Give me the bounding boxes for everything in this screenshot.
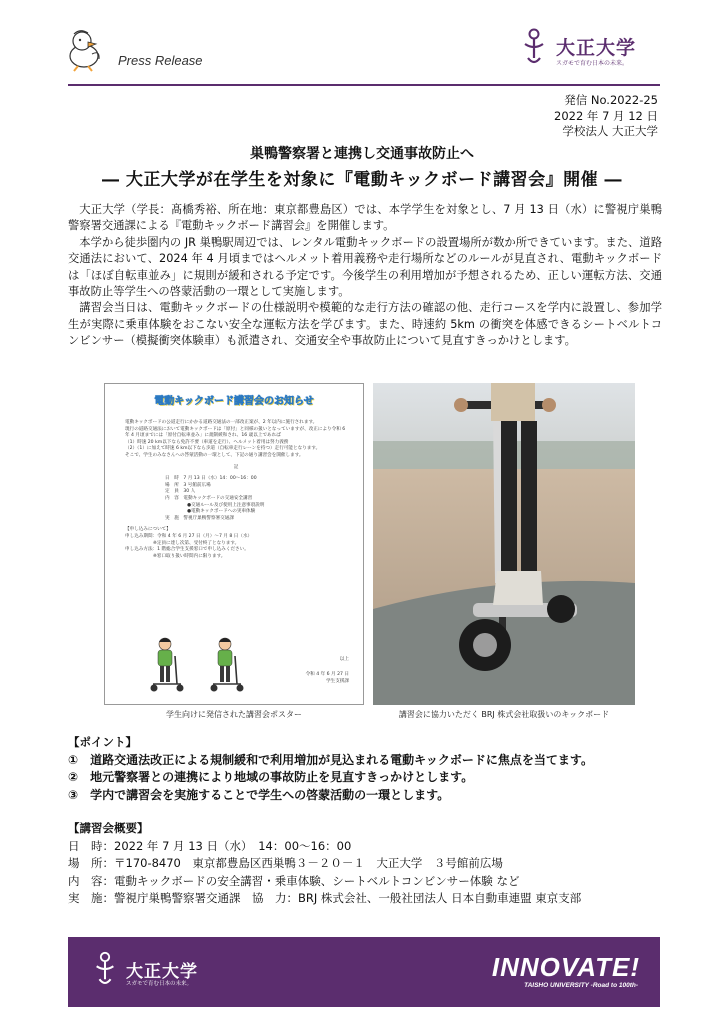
body-paragraph-2: 本学から徒歩圏内の JR 巣鴨駅周辺では、レンタル電動キックボードの設置場所が数か所できています。また、道路交通法において、2024 年 4 月頃まではヘルメット着用義務や走行場所などのルールが見直され、電動キックボードは「ほぼ自転車並み」に規則が緩和される予定です。今後学生の利用増加が予想されるため、正しい運転方法、交通事故防止等学生への啓蒙活動の一環として実施します。 bbox=[68, 235, 662, 299]
page-header bbox=[0, 0, 724, 90]
poster-line: 現行の道路交通法において電動キックボードは「原付」と同様の扱いとなっていますが、改正により令和 6 年 4 月頃までには「原付自転車並み」に規制緩和され、16 歳以上であれば bbox=[125, 426, 346, 439]
press-release-label: Press Release bbox=[118, 53, 203, 68]
overview-heading: 【講習会概要】 bbox=[68, 821, 149, 835]
poster-title: 電動キックボード講習会のお知らせ bbox=[154, 396, 314, 407]
body-paragraph-3: 講習会当日は、電動キックボードの仕様説明や模範的な走行方法の確認の他、走行コースを学内に設置し、参加学生が実際に乗車体験をおこない安全な運転方法を学びます。また、時速約 5km の衝突を体感できるシートベルトコンビンサー（模擬衝突体験車）も派遣され、交通安全や事故防止について見直すきっかけとします。 bbox=[68, 301, 662, 348]
poster-detail: 場 所 3 号館前広場 bbox=[165, 482, 211, 488]
key-points bbox=[68, 734, 668, 804]
overview-row: 実 施：警視庁巣鴨警察署交通課 協 力：BRJ 株式会社、一般社団法人 日本自動車連盟 東京支部 bbox=[68, 891, 582, 906]
poster-detail: 実 施 警視庁巣鴨警察署交通課 bbox=[165, 515, 234, 521]
poster-detail: ●電動キックボードへの実車体験 bbox=[187, 509, 256, 515]
release-date: 2022 年 7 月 12 日 bbox=[554, 108, 658, 123]
poster-detail: 内 容 電動キックボードの交通安全講習 bbox=[165, 495, 253, 501]
body-text bbox=[68, 202, 662, 350]
poster-apply: ※窓口取り扱い時間内に限ります。 bbox=[153, 553, 226, 559]
overview-row: 日 時：2022 年 7 月 13 日（水） 14：00～16：00 bbox=[68, 838, 352, 853]
innovate-logo: INNOVATE! bbox=[491, 952, 640, 982]
event-poster bbox=[104, 383, 364, 705]
overview-row: 内 容：電動キックボードの安全講習・乗車体験、シートベルトコンビンサー体験 など bbox=[68, 873, 520, 888]
poster-body bbox=[125, 420, 347, 560]
poster-apply: 申し込み方法：1 階総合学生支援窓口で申し込みください。 bbox=[125, 547, 249, 553]
point-item: ② 地元警察署との連携により地域の事故防止を見直すきっかけとします。 bbox=[68, 770, 474, 785]
poster-apply: ※定員に達し次第、受付終了となります。 bbox=[153, 540, 240, 546]
body-paragraph-1: 大正大学（学長：髙橋秀裕、所在地：東京都豊島区）では、本学学生を対象とし、7 月 13 日（水）に警視庁巣鴨警察署交通課による『電動キックボード講習会』を開催します。 bbox=[68, 203, 662, 233]
poster-apply: 申し込み期間：令和 4 年 6 月 27 日（月）～7 月 8 日（水） bbox=[125, 533, 253, 539]
poster-sign-line: 学生支援課 bbox=[326, 679, 349, 684]
overview-row: 場 所：〒170-8470 東京都豊島区西巣鴨３－２０－１ 大正大学 ３号館前広場 bbox=[68, 856, 503, 871]
brand-logo[interactable] bbox=[520, 28, 650, 68]
poster-apply: 【申し込みについて】 bbox=[125, 527, 171, 533]
release-number: 発信 No.2022-25 bbox=[564, 93, 658, 107]
poster-line: そこで、学生のみなさんへの啓蒙活動の一環として、下記の通り講習会を開催します。 bbox=[125, 452, 304, 458]
poster-line: 電動キックボードの公道走行にかかる道路交通法の一部改正案が、2 年以内に施行されます。 bbox=[125, 420, 318, 425]
photo-caption: 講習会に協力いただく BRJ 株式会社取扱いのキックボード bbox=[398, 710, 610, 719]
poster-ki: 記 bbox=[233, 464, 239, 470]
points-heading: 【ポイント】 bbox=[68, 735, 137, 749]
poster-sign-line: 令和 4 年 6 月 27 日 bbox=[305, 672, 349, 677]
poster-detail: 定 員 30 人 bbox=[165, 489, 196, 495]
innovate-subtitle: TAISHO UNIVERSITY -Road to 100th- bbox=[524, 982, 638, 989]
poster-caption: 学生向けに発信された講習会ポスター bbox=[166, 710, 302, 719]
taisho-logo-icon bbox=[92, 951, 118, 989]
headline-title: ― 大正大学が在学生を対象に『電動キックボード講習会』開催 ― bbox=[102, 170, 622, 190]
headline-subtitle: 巣鴨警察署と連携し交通事故防止へ bbox=[250, 146, 474, 162]
point-item: ③ 学内で講習会を実施することで学生への啓蒙活動の一環とします。 bbox=[68, 787, 450, 802]
page-footer bbox=[68, 937, 660, 1007]
footer-brand-name: 大正大学 bbox=[126, 962, 198, 982]
poster-detail: 日 時 7 月 13 日（水）14：00～16：00 bbox=[165, 476, 257, 482]
poster-line: （2）（1）に加えて時速 6 km以下なら歩道（自転車走行レーンを持つ）走行可能となります。 bbox=[125, 446, 321, 452]
poster-signature bbox=[306, 656, 349, 685]
kickboard-photo bbox=[373, 383, 635, 705]
brand-tagline: スガモで育む日本の未来。 bbox=[556, 60, 629, 67]
poster-illustration bbox=[145, 634, 265, 694]
event-overview bbox=[68, 820, 688, 908]
point-item: ① 道路交通法改正による規制緩和で利用増加が見込まれる電動キックボードに焦点を当てます。 bbox=[68, 752, 593, 767]
poster-sign-line: 以上 bbox=[339, 657, 349, 662]
brand-name: 大正大学 bbox=[556, 37, 637, 59]
release-meta bbox=[554, 93, 658, 140]
taisho-logo-icon bbox=[520, 28, 548, 68]
poster-line: （1）時速 20 km以下なら免許不要（車道を走行）、ヘルメット着用は努力義務 bbox=[125, 439, 289, 445]
duck-mascot-icon bbox=[62, 26, 108, 72]
header-divider bbox=[68, 84, 660, 86]
footer-brand-tagline: スガモで育む日本の未来。 bbox=[126, 981, 193, 987]
release-issuer: 学校法人 大正大学 bbox=[562, 124, 658, 138]
poster-detail: ●交通ルール及び使用上注意事項説明 bbox=[187, 502, 265, 508]
